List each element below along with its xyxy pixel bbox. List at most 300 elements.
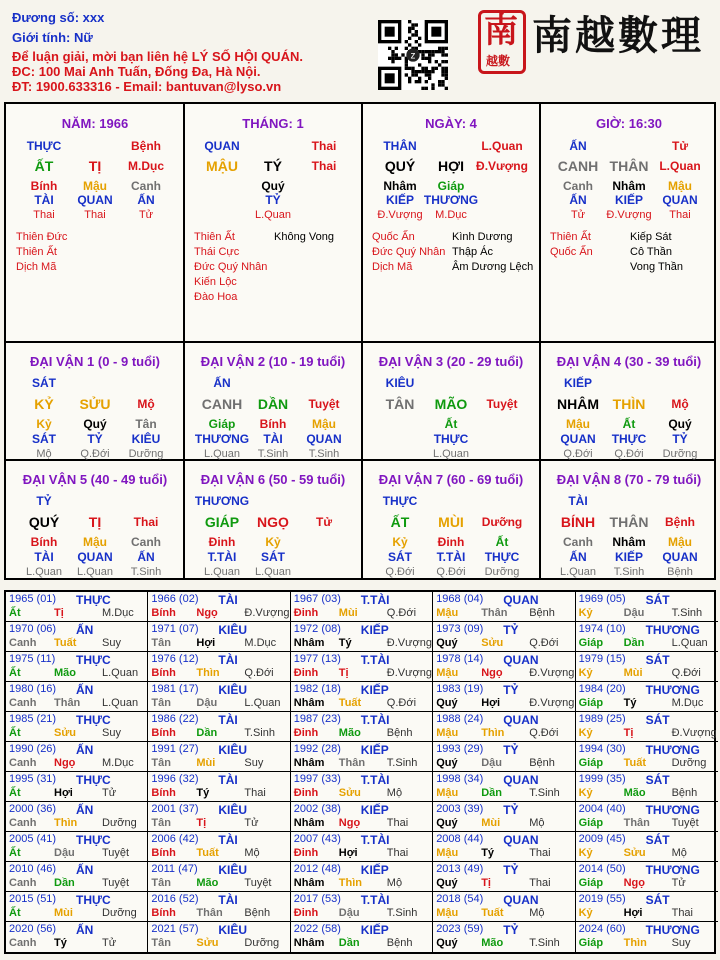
- annual-cell: [433, 742, 575, 772]
- annual-cell: [291, 772, 433, 802]
- annual-sr: THỰC: [76, 713, 111, 727]
- annual-c1: Quý: [436, 697, 458, 709]
- annual-yr: 1973 (09): [436, 623, 484, 635]
- annual-c3: Mộ: [529, 907, 545, 919]
- annual-yr: 1967 (03): [293, 593, 341, 605]
- dai-van-stem: BÍNH: [560, 514, 596, 530]
- pillar-top: QUAN: [204, 139, 240, 153]
- annual-c1: Canh: [9, 697, 37, 709]
- annual-c1: Quý: [436, 757, 458, 769]
- annual-cell: [576, 802, 718, 832]
- annual-yr: 1990 (26): [9, 743, 57, 755]
- annual-cell: [6, 742, 148, 772]
- annual-c2: Sửu: [623, 847, 646, 859]
- annual-sr: KIÊU: [218, 863, 248, 877]
- hidden-god: TÀI: [263, 432, 283, 446]
- annual-c3: Bệnh: [244, 907, 271, 919]
- annual-c1: Giáp: [578, 757, 604, 769]
- annual-cell: [291, 682, 433, 712]
- annual-c3: Q.Đới: [386, 697, 417, 709]
- annual-c3: Dưỡng: [244, 937, 280, 949]
- annual-cell: [6, 682, 148, 712]
- annual-yr: 2006 (42): [151, 833, 199, 845]
- annual-c2: Tý: [196, 787, 210, 799]
- annual-c2: Thân: [196, 907, 223, 919]
- hidden-god: QUAN: [77, 193, 113, 207]
- hidden-stem: Nhâm: [612, 535, 646, 549]
- annual-c2: Ngọ: [54, 757, 76, 769]
- hidden-stem: Tân: [135, 417, 157, 431]
- hidden-stage: T.Sinh: [130, 566, 162, 578]
- annual-yr: 2015 (51): [9, 893, 57, 905]
- annual-c2: Tị: [196, 817, 207, 829]
- annual-c1: Ất: [9, 847, 21, 859]
- dai-van-stem: QUÝ: [28, 514, 60, 530]
- dai-van-stem: Dưỡng: [481, 515, 523, 529]
- annual-yr: 1966 (02): [151, 593, 199, 605]
- annual-yr: 1976 (12): [151, 653, 199, 665]
- annual-c2: Mão: [54, 667, 76, 679]
- annual-sr: T.TÀI: [360, 713, 390, 727]
- star-left: Quốc Ấn: [550, 246, 593, 258]
- annual-sr: THỰC: [76, 893, 111, 907]
- hidden-stem: Mậu: [83, 179, 107, 193]
- pillar-top: Bệnh: [131, 139, 161, 153]
- annual-cell: [6, 652, 148, 682]
- annual-yr: 2016 (52): [151, 893, 199, 905]
- hidden-stem: Ất: [622, 417, 636, 431]
- annual-c1: Ất: [9, 667, 21, 679]
- pillar-top: Tử: [671, 139, 689, 153]
- hidden-god: QUAN: [662, 550, 698, 564]
- dai-van-title: ĐẠI VẬN 2 (10 - 19 tuổi): [200, 354, 346, 369]
- annual-c2: Thân: [481, 607, 508, 619]
- hidden-stage: L.Quan: [559, 566, 597, 578]
- annual-cell: [6, 832, 148, 862]
- annual-c2: Dần: [338, 937, 360, 949]
- annual-sr: QUAN: [503, 593, 539, 607]
- annual-c2: Thìn: [481, 727, 505, 739]
- annual-sr: SÁT: [645, 893, 670, 907]
- annual-sr: KIÊU: [218, 803, 248, 817]
- dai-van-stem: ẤT: [390, 514, 410, 530]
- annual-c2: Sửu: [338, 787, 361, 799]
- hidden-stage: T.Sinh: [308, 448, 340, 460]
- annual-cell: [433, 592, 575, 622]
- annual-yr: 1970 (06): [9, 623, 57, 635]
- annual-c2: Tị: [623, 727, 634, 739]
- dai-van-title: ĐẠI VẬN 5 (40 - 49 tuổi): [22, 472, 168, 487]
- annual-c1: Mậu: [436, 847, 459, 859]
- annual-cell: [148, 892, 290, 922]
- annual-c1: Bính: [151, 847, 176, 859]
- annual-c3: Q.Đới: [671, 667, 701, 679]
- hidden-stage: Thai: [669, 209, 691, 221]
- annual-sr: TÀI: [218, 593, 238, 607]
- annual-sr: SÁT: [645, 653, 670, 667]
- dai-van-god: TỶ: [36, 494, 52, 508]
- annual-yr: 2017 (53): [293, 893, 341, 905]
- annual-sr: KIẾP: [360, 683, 389, 697]
- annual-c3: T.Sinh: [529, 937, 560, 949]
- annual-yr: 2019 (55): [578, 893, 626, 905]
- annual-c3: Bệnh: [529, 607, 555, 619]
- annual-c3: L.Quan: [244, 697, 281, 709]
- hidden-stem: Mậu: [668, 179, 692, 193]
- annual-c3: Tuyệt: [671, 817, 699, 829]
- annual-c3: Bệnh: [386, 727, 413, 739]
- hidden-stem: Mậu: [668, 535, 692, 549]
- annual-c2: Sửu: [54, 727, 77, 739]
- annual-c3: M.Dục: [671, 697, 704, 709]
- annual-c2: Thìn: [196, 667, 220, 679]
- annual-c1: Ất: [9, 607, 21, 619]
- pillar-stem: TỊ: [88, 158, 102, 174]
- dai-van-stem: MÃO: [434, 396, 468, 412]
- annual-c1: Tân: [151, 937, 171, 949]
- annual-yr: 1981 (17): [151, 683, 199, 695]
- annual-c1: Ất: [9, 907, 21, 919]
- annual-c1: Nhâm: [293, 937, 325, 949]
- annual-yr: 2004 (40): [578, 803, 626, 815]
- hidden-stem: Nhâm: [612, 179, 646, 193]
- star-left: Dịch Mã: [372, 261, 413, 273]
- pillar-title: NGÀY: 4: [425, 116, 477, 131]
- star-right: Kình Dương: [452, 231, 513, 243]
- annual-c1: Bính: [151, 607, 176, 619]
- annual-sr: SÁT: [645, 833, 670, 847]
- star-left: Đức Quý Nhân: [194, 261, 268, 273]
- annual-sr: ẤN: [76, 863, 94, 877]
- annual-c2: Hợi: [54, 787, 73, 799]
- annual-cell: [6, 802, 148, 832]
- annual-cell: [576, 682, 718, 712]
- annual-c3: Thai: [529, 877, 551, 889]
- hidden-stage: Thai: [84, 209, 106, 221]
- chart-grid: [4, 102, 716, 580]
- pillar-top: THỰC: [26, 139, 62, 153]
- annual-cell: [576, 742, 718, 772]
- pillar-stem: CANH: [557, 158, 599, 174]
- annual-sr: QUAN: [503, 773, 539, 787]
- annual-cell: [148, 772, 290, 802]
- annual-sr: T.TÀI: [360, 593, 390, 607]
- annual-c2: Tý: [54, 937, 67, 949]
- annual-cell: [576, 652, 718, 682]
- dai-van-stem: TỊ: [88, 514, 102, 530]
- annual-c2: Hợi: [481, 697, 501, 709]
- annual-c1: Đinh: [293, 787, 319, 799]
- annual-cell: [291, 652, 433, 682]
- annual-yr: 1972 (08): [293, 623, 341, 635]
- annual-cell: [291, 622, 433, 652]
- hidden-stage: Dưỡng: [484, 566, 520, 578]
- annual-yr: 2014 (50): [578, 863, 626, 875]
- annual-c1: Nhâm: [293, 877, 325, 889]
- annual-c3: Tử: [102, 937, 117, 949]
- annual-c2: Dậu: [196, 697, 218, 709]
- annual-yr: 1983 (19): [436, 683, 484, 695]
- annual-c3: Tử: [244, 817, 259, 829]
- annual-yr: 2002 (38): [293, 803, 341, 815]
- annual-cell: [433, 832, 575, 862]
- annual-c2: Dần: [54, 877, 75, 889]
- annual-yr: 2020 (56): [9, 923, 57, 935]
- annual-c1: Mậu: [436, 667, 459, 679]
- annual-cell: [433, 892, 575, 922]
- annual-cell: [433, 712, 575, 742]
- annual-cell: [576, 622, 718, 652]
- annual-c1: Nhâm: [293, 817, 325, 829]
- annual-cell: [576, 892, 718, 922]
- annual-sr: TỶ: [503, 863, 519, 877]
- annual-yr: 1996 (32): [151, 773, 199, 785]
- annual-sr: ẤN: [76, 683, 94, 697]
- hidden-stem: Đinh: [437, 535, 465, 549]
- annual-sr: KIÊU: [218, 743, 248, 757]
- annual-c1: Giáp: [578, 877, 604, 889]
- star-left: Đào Hoa: [194, 291, 238, 303]
- annual-yr: 1979 (15): [578, 653, 626, 665]
- annual-c1: Quý: [436, 637, 458, 649]
- hidden-stage: Q.Đới: [436, 566, 466, 578]
- pillar-stem: TÝ: [264, 158, 282, 174]
- annual-c3: Q.Đới: [529, 727, 559, 739]
- annual-c2: Mùi: [481, 817, 501, 829]
- annual-c2: Tuất: [481, 907, 504, 919]
- annual-c3: Đ.Vượng: [529, 697, 575, 709]
- dai-van-stem: Tuyệt: [308, 397, 340, 411]
- dai-van-god: THƯƠNG: [194, 494, 250, 508]
- annual-c1: Nhâm: [293, 697, 325, 709]
- annual-cell: [433, 802, 575, 832]
- dai-van-title: ĐẠI VẬN 7 (60 - 69 tuổi): [378, 472, 524, 487]
- annual-c3: Đ.Vượng: [671, 727, 717, 739]
- annual-yr: 2012 (48): [293, 863, 341, 875]
- annual-sr: THƯƠNG: [645, 923, 700, 937]
- annual-c3: Dưỡng: [671, 757, 707, 769]
- annual-cell: [576, 592, 718, 622]
- hidden-stage: Tử: [138, 209, 154, 221]
- annual-sr: KIÊU: [218, 623, 248, 637]
- hidden-stage: Bệnh: [667, 566, 693, 578]
- hidden-god: THỰC: [433, 432, 469, 446]
- hidden-stem: Kỷ: [265, 535, 281, 549]
- annual-yr: 1984 (20): [578, 683, 626, 695]
- annual-c3: T.Sinh: [529, 787, 560, 799]
- annual-sr: SÁT: [645, 713, 670, 727]
- annual-yr: 2023 (59): [436, 923, 484, 935]
- annual-yr: 1993 (29): [436, 743, 484, 755]
- annual-c1: Giáp: [578, 697, 604, 709]
- annual-cell: [148, 712, 290, 742]
- annual-c2: Mùi: [196, 757, 216, 769]
- pillar-stem: M.Dục: [128, 159, 164, 173]
- annual-cell: [576, 832, 718, 862]
- annual-c3: T.Sinh: [386, 907, 418, 919]
- dai-van-stem: KỶ: [34, 396, 54, 412]
- hidden-god: TỶ: [672, 432, 688, 446]
- annual-cell: [291, 922, 433, 952]
- annual-cell: [291, 712, 433, 742]
- annual-c1: Đinh: [293, 667, 319, 679]
- annual-c1: Kỷ: [578, 907, 593, 919]
- pillar-top: ẤN: [569, 139, 587, 153]
- hidden-stage: Q.Đới: [80, 448, 110, 460]
- site-title: 南越數理: [532, 12, 704, 59]
- star-left: Thiên Ất: [16, 246, 57, 258]
- annual-yr: 2024 (60): [578, 923, 626, 935]
- hidden-stem: Bính: [30, 179, 58, 193]
- annual-table: [4, 590, 716, 954]
- annual-c1: Tân: [151, 637, 171, 649]
- dai-van-stem: Bệnh: [665, 515, 695, 529]
- pillar-top: L.Quan: [481, 139, 523, 153]
- hidden-god: QUAN: [560, 432, 596, 446]
- dai-van-stem: SỬU: [79, 396, 111, 412]
- annual-c2: Mùi: [623, 667, 643, 679]
- annual-cell: [148, 682, 290, 712]
- annual-cell: [433, 772, 575, 802]
- pillar-stem: Thai: [311, 159, 337, 173]
- qr-code-icon: [378, 20, 448, 90]
- svg-text:z: z: [410, 50, 416, 62]
- annual-c2: Hợi: [196, 637, 216, 649]
- annual-c1: Giáp: [578, 937, 604, 949]
- annual-sr: TỶ: [503, 923, 519, 937]
- annual-yr: 1988 (24): [436, 713, 484, 725]
- annual-yr: 1989 (25): [578, 713, 626, 725]
- annual-c2: Hợi: [623, 907, 643, 919]
- hidden-stage: L.Quan: [432, 448, 470, 460]
- annual-sr: TỶ: [503, 683, 519, 697]
- annual-c3: Suy: [671, 937, 691, 949]
- annual-cell: [291, 802, 433, 832]
- annual-sr: QUAN: [503, 893, 539, 907]
- pillar-stem: HỢI: [438, 158, 464, 174]
- annual-sr: THƯƠNG: [645, 803, 700, 817]
- annual-sr: QUAN: [503, 833, 539, 847]
- annual-cell: [6, 892, 148, 922]
- annual-yr: 1965 (01): [9, 593, 57, 605]
- annual-yr: 2007 (43): [293, 833, 341, 845]
- annual-c1: Quý: [436, 877, 458, 889]
- annual-c1: Kỷ: [578, 727, 593, 739]
- annual-c2: Mùi: [54, 907, 73, 919]
- annual-yr: 1999 (35): [578, 773, 626, 785]
- annual-yr: 1991 (27): [151, 743, 199, 755]
- hidden-stem: Mậu: [312, 417, 336, 431]
- annual-cell: [433, 622, 575, 652]
- annual-sr: KIẾP: [360, 803, 389, 817]
- annual-sr: KIẾP: [360, 923, 389, 937]
- annual-c3: Đ.Vượng: [244, 607, 290, 619]
- annual-c2: Dần: [196, 727, 218, 739]
- annual-c3: T.Sinh: [386, 757, 418, 769]
- hidden-stem: Giáp: [208, 417, 236, 431]
- hidden-god: ẤN: [569, 193, 587, 207]
- hidden-stem: Quý: [83, 417, 107, 431]
- annual-sr: THỰC: [76, 593, 111, 607]
- annual-cell: [148, 742, 290, 772]
- annual-cell: [6, 772, 148, 802]
- annual-yr: 2003 (39): [436, 803, 484, 815]
- dai-van-stem: GIÁP: [204, 514, 240, 530]
- annual-sr: THỰC: [76, 833, 111, 847]
- annual-sr: T.TÀI: [360, 653, 390, 667]
- hidden-stem: Canh: [131, 535, 161, 549]
- hidden-stem: Đinh: [208, 535, 236, 549]
- pillar-title: THÁNG: 1: [242, 116, 304, 131]
- dai-van-title: ĐẠI VẬN 8 (70 - 79 tuổi): [556, 472, 702, 487]
- hidden-god: T.TÀI: [207, 550, 237, 564]
- hidden-god: QUAN: [77, 550, 113, 564]
- annual-c3: Tuyệt: [244, 877, 272, 889]
- annual-c2: Tị: [338, 667, 349, 679]
- annual-c2: Dần: [623, 637, 645, 649]
- annual-c1: Ất: [9, 787, 21, 799]
- star-left: Đức Quý Nhân: [372, 246, 446, 258]
- annual-c2: Thân: [54, 697, 81, 709]
- star-right: Cô Thần: [630, 246, 672, 258]
- annual-cell: [576, 712, 718, 742]
- annual-c3: L.Quan: [671, 637, 708, 649]
- hidden-god: KIẾP: [614, 193, 643, 207]
- hidden-stage: Đ.Vượng: [377, 209, 423, 221]
- annual-c3: Suy: [244, 757, 264, 769]
- hidden-stem: Mậu: [566, 417, 590, 431]
- annual-c3: Bệnh: [671, 787, 698, 799]
- annual-c2: Ngọ: [481, 667, 503, 679]
- annual-c2: Dậu: [54, 847, 75, 859]
- hidden-stem: Nhâm: [383, 179, 417, 193]
- annual-cell: [6, 622, 148, 652]
- annual-yr: 1982 (18): [293, 683, 341, 695]
- annual-cell: [6, 592, 148, 622]
- annual-sr: TÀI: [218, 893, 238, 907]
- annual-sr: SÁT: [645, 593, 670, 607]
- pillar-title: GIỜ: 16:30: [595, 116, 662, 131]
- annual-c2: Sửu: [196, 937, 219, 949]
- hidden-stem: Mậu: [83, 535, 107, 549]
- dai-van-stem: Thai: [133, 515, 159, 529]
- hidden-god: SÁT: [388, 550, 412, 564]
- annual-c1: Đinh: [293, 727, 319, 739]
- star-right: Thập Ác: [452, 246, 493, 258]
- annual-c1: Kỷ: [578, 667, 593, 679]
- dai-van-title: ĐẠI VẬN 6 (50 - 59 tuổi): [200, 472, 346, 487]
- annual-c3: Tuyệt: [102, 877, 130, 889]
- annual-yr: 2009 (45): [578, 833, 626, 845]
- annual-c3: L.Quan: [102, 697, 139, 709]
- hidden-stage: Q.Đới: [563, 448, 593, 460]
- annual-c2: Mão: [338, 727, 361, 739]
- annual-c3: Mộ: [244, 847, 260, 859]
- dai-van-stem: THÂN: [609, 514, 649, 530]
- hidden-stage: L.Quan: [203, 566, 241, 578]
- annual-c1: Canh: [9, 817, 37, 829]
- annual-yr: 2022 (58): [293, 923, 341, 935]
- annual-c2: Tuất: [338, 697, 362, 709]
- hidden-god: THƯƠNG: [194, 432, 250, 446]
- annual-c3: M.Dục: [102, 757, 134, 769]
- annual-sr: THỰC: [76, 773, 111, 787]
- annual-c3: Mộ: [529, 817, 545, 829]
- annual-c2: Tuất: [623, 757, 646, 769]
- annual-c3: Tử: [102, 787, 117, 799]
- dai-van-stem: DẦN: [257, 396, 289, 412]
- annual-c3: Dưỡng: [102, 907, 137, 919]
